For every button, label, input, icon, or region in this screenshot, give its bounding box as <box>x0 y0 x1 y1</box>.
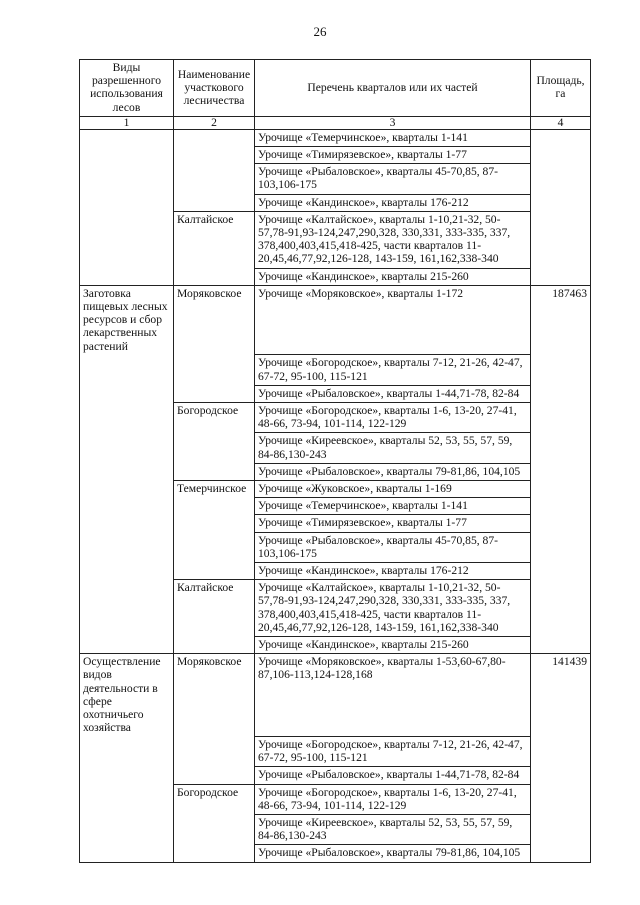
usage-type-cell <box>80 736 174 766</box>
usage-type-cell <box>80 637 174 654</box>
table-row <box>80 402 591 432</box>
usage-type-cell <box>80 498 174 515</box>
forestry-cell <box>174 814 255 844</box>
forestry-cell: Темерчинское <box>174 480 255 497</box>
area-cell <box>531 147 591 164</box>
table-header-row <box>80 60 591 117</box>
area-cell <box>531 532 591 562</box>
table-row <box>80 285 591 355</box>
page-number: 26 <box>313 24 327 39</box>
quarters-cell: Урочище «Рыбаловское», кварталы 1-44,71-78, 82-84 <box>255 767 531 784</box>
forestry-cell: Моряковское <box>174 654 255 737</box>
table-row <box>80 211 591 268</box>
area-cell <box>531 515 591 532</box>
table-row <box>80 784 591 814</box>
area-cell <box>531 845 591 862</box>
usage-type-cell <box>80 463 174 480</box>
quarters-cell: Урочище «Рыбаловское», кварталы 79-81,86, 104,105 <box>255 845 531 862</box>
table-row <box>80 355 591 385</box>
table-row <box>80 498 591 515</box>
table-row <box>80 637 591 654</box>
header-area: Площадь, га <box>531 60 591 117</box>
column-number: 1 <box>80 116 174 129</box>
usage-type-cell <box>80 194 174 211</box>
usage-type-cell: Заготовка пищевых лесных ресурсов и сбор лекарственных растений <box>80 285 174 355</box>
table-row <box>80 268 591 285</box>
forestry-cell <box>174 194 255 211</box>
usage-type-cell <box>80 784 174 814</box>
usage-type-cell <box>80 515 174 532</box>
forestry-cell <box>174 637 255 654</box>
area-cell <box>531 268 591 285</box>
forest-quarters-table <box>79 59 591 863</box>
forestry-cell <box>174 463 255 480</box>
forestry-cell: Калтайское <box>174 211 255 268</box>
table-row <box>80 164 591 194</box>
quarters-cell: Урочище «Моряковское», кварталы 1-172 <box>255 285 531 355</box>
header-quarters-list: Перечень кварталов или их частей <box>255 60 531 117</box>
forestry-cell <box>174 355 255 385</box>
forestry-cell <box>174 129 255 146</box>
quarters-cell: Урочище «Рыбаловское», кварталы 79-81,86, 104,105 <box>255 463 531 480</box>
quarters-cell: Урочище «Богородское», кварталы 7-12, 21-26, 42-47, 67-72, 95-100, 115-121 <box>255 736 531 766</box>
area-cell <box>531 814 591 844</box>
table-row <box>80 532 591 562</box>
area-cell <box>531 480 591 497</box>
table-row <box>80 845 591 862</box>
forestry-cell <box>174 498 255 515</box>
quarters-cell: Урочище «Калтайское», кварталы 1-10,21-32, 50-57,78-91,93-124,247,290,328, 330,331, 333-335, 337, 378,400,403,415,418-425, части кварталов 11-20,45,46,77,92,126-128, 143-159, 161,162,338-340 <box>255 580 531 637</box>
area-cell <box>531 385 591 402</box>
quarters-cell: Урочище «Кандинское», кварталы 176-212 <box>255 194 531 211</box>
table-row <box>80 480 591 497</box>
forestry-cell <box>174 268 255 285</box>
area-cell <box>531 402 591 432</box>
quarters-cell: Урочище «Тимирязевское», кварталы 1-77 <box>255 147 531 164</box>
quarters-cell: Урочище «Моряковское», кварталы 1-53,60-67,80-87,106-113,124-128,168 <box>255 654 531 737</box>
table-row <box>80 194 591 211</box>
forestry-cell <box>174 736 255 766</box>
usage-type-cell <box>80 164 174 194</box>
table-row <box>80 814 591 844</box>
quarters-cell: Урочище «Калтайское», кварталы 1-10,21-32, 50-57,78-91,93-124,247,290,328, 330,331, 333-335, 337, 378,400,403,415,418-425, части кварталов 11-20,45,46,77,92,126-128, 143-159, 161,162,338-340 <box>255 211 531 268</box>
area-cell <box>531 498 591 515</box>
quarters-cell: Урочище «Рыбаловское», кварталы 45-70,85, 87-103,106-175 <box>255 164 531 194</box>
table-row <box>80 767 591 784</box>
area-cell <box>531 164 591 194</box>
forestry-cell <box>174 147 255 164</box>
area-cell <box>531 129 591 146</box>
table-row <box>80 463 591 480</box>
quarters-cell: Урочище «Киреевское», кварталы 52, 53, 55, 57, 59, 84-86,130-243 <box>255 814 531 844</box>
usage-type-cell <box>80 355 174 385</box>
quarters-cell: Урочище «Киреевское», кварталы 52, 53, 55, 57, 59, 84-86,130-243 <box>255 433 531 463</box>
usage-type-cell <box>80 580 174 637</box>
area-cell <box>531 637 591 654</box>
area-cell <box>531 194 591 211</box>
usage-type-cell <box>80 385 174 402</box>
table-row <box>80 385 591 402</box>
forestry-cell <box>174 515 255 532</box>
usage-type-cell <box>80 845 174 862</box>
usage-type-cell <box>80 268 174 285</box>
column-number-row <box>80 116 591 129</box>
area-cell <box>531 736 591 766</box>
table-row <box>80 580 591 637</box>
table-row <box>80 563 591 580</box>
area-cell: 141439 <box>531 654 591 737</box>
quarters-cell: Урочище «Кандинское», кварталы 215-260 <box>255 637 531 654</box>
usage-type-cell <box>80 480 174 497</box>
quarters-cell: Урочище «Богородское», кварталы 1-6, 13-20, 27-41, 48-66, 73-94, 101-114, 122-129 <box>255 784 531 814</box>
quarters-cell: Урочище «Рыбаловское», кварталы 45-70,85, 87-103,106-175 <box>255 532 531 562</box>
forestry-cell <box>174 164 255 194</box>
forestry-cell <box>174 532 255 562</box>
quarters-cell: Урочище «Богородское», кварталы 1-6, 13-20, 27-41, 48-66, 73-94, 101-114, 122-129 <box>255 402 531 432</box>
forestry-cell <box>174 767 255 784</box>
quarters-cell: Урочище «Рыбаловское», кварталы 1-44,71-78, 82-84 <box>255 385 531 402</box>
area-cell <box>531 211 591 268</box>
area-cell <box>531 580 591 637</box>
area-cell <box>531 463 591 480</box>
usage-type-cell <box>80 532 174 562</box>
quarters-cell: Урочище «Кандинское», кварталы 176-212 <box>255 563 531 580</box>
table-row <box>80 654 591 737</box>
quarters-cell: Урочище «Темерчинское», кварталы 1-141 <box>255 498 531 515</box>
table-row <box>80 515 591 532</box>
quarters-cell: Урочище «Жуковское», кварталы 1-169 <box>255 480 531 497</box>
column-number: 2 <box>174 116 255 129</box>
area-cell <box>531 433 591 463</box>
usage-type-cell <box>80 563 174 580</box>
column-number: 4 <box>531 116 591 129</box>
quarters-cell: Урочище «Кандинское», кварталы 215-260 <box>255 268 531 285</box>
forestry-cell: Богородское <box>174 784 255 814</box>
table-body <box>80 129 591 862</box>
usage-type-cell: Осуществление видов деятельности в сфере охотничьего хозяйства <box>80 654 174 737</box>
usage-type-cell <box>80 402 174 432</box>
usage-type-cell <box>80 147 174 164</box>
quarters-cell: Урочище «Темерчинское», кварталы 1-141 <box>255 129 531 146</box>
quarters-cell: Урочище «Тимирязевское», кварталы 1-77 <box>255 515 531 532</box>
area-cell: 187463 <box>531 285 591 355</box>
forestry-cell: Калтайское <box>174 580 255 637</box>
usage-type-cell <box>80 767 174 784</box>
area-cell <box>531 563 591 580</box>
forestry-cell <box>174 385 255 402</box>
forestry-cell: Моряковское <box>174 285 255 355</box>
header-usage-type: Виды разрешенного использования лесов <box>80 60 174 117</box>
quarters-cell: Урочище «Богородское», кварталы 7-12, 21-26, 42-47, 67-72, 95-100, 115-121 <box>255 355 531 385</box>
area-cell <box>531 355 591 385</box>
forestry-cell <box>174 845 255 862</box>
usage-type-cell <box>80 129 174 146</box>
forestry-cell <box>174 563 255 580</box>
table-row <box>80 147 591 164</box>
header-forestry-name: Наименование участкового лесничества <box>174 60 255 117</box>
forestry-cell: Богородское <box>174 402 255 432</box>
table-row <box>80 129 591 146</box>
usage-type-cell <box>80 211 174 268</box>
table-row <box>80 736 591 766</box>
column-number: 3 <box>255 116 531 129</box>
area-cell <box>531 784 591 814</box>
forestry-cell <box>174 433 255 463</box>
table-row <box>80 433 591 463</box>
usage-type-cell <box>80 433 174 463</box>
usage-type-cell <box>80 814 174 844</box>
area-cell <box>531 767 591 784</box>
